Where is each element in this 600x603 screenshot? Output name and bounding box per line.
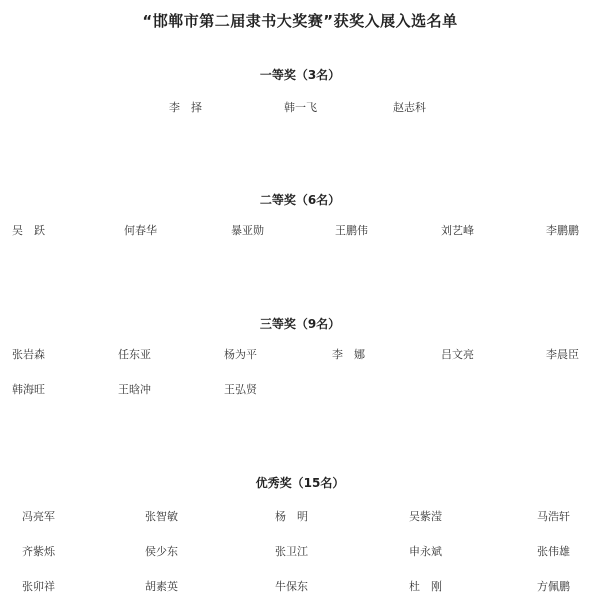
second-prize-heading: 二等奖（6名） [259,193,341,207]
excellent-prize-name: 张智敏 [145,510,178,523]
excellent-prize-name: 张卫江 [275,545,308,558]
excellent-prize-name: 张伟雄 [537,545,570,558]
first-prize-name: 赵志科 [393,101,426,114]
excellent-prize-name: 吴紫滢 [409,510,442,523]
second-prize-name: 何春华 [124,224,157,237]
page-title: “邯郸市第二届隶书大奖赛”获奖入展入选名单 [142,12,458,30]
excellent-prize-heading: 优秀奖（15名） [255,476,345,490]
excellent-prize-name: 方佩鹏 [537,580,570,593]
second-prize-name: 刘艺峰 [441,224,474,237]
third-prize-name: 任东亚 [118,348,151,361]
excellent-prize-name: 张卯祥 [22,580,55,593]
third-prize-name: 韩海旺 [12,383,45,396]
first-prize-name: 韩一飞 [284,101,317,114]
third-prize-name: 王晗冲 [118,383,151,396]
third-prize-heading: 三等奖（9名） [259,317,341,331]
excellent-prize-name: 冯亮军 [22,510,55,523]
excellent-prize-name: 申永斌 [409,545,442,558]
second-prize-name: 吴 跃 [12,224,45,237]
excellent-prize-name: 胡素英 [145,580,178,593]
excellent-prize-name: 侯少东 [145,545,178,558]
second-prize-name: 暴亚勋 [231,224,264,237]
third-prize-name: 李晨臣 [546,348,579,361]
second-prize-name: 李鹏鹏 [546,224,579,237]
excellent-prize-name: 马浩轩 [537,510,570,523]
third-prize-name: 王弘贤 [224,383,257,396]
excellent-prize-name: 杨 明 [275,510,308,523]
third-prize-name: 李 娜 [332,348,365,361]
excellent-prize-name: 齐紫烁 [22,545,55,558]
first-prize-name: 李 择 [169,101,202,114]
excellent-prize-name: 牛保东 [275,580,308,593]
first-prize-heading: 一等奖（3名） [259,68,341,82]
third-prize-name: 张岩森 [12,348,45,361]
excellent-prize-name: 杜 刚 [409,580,442,593]
second-prize-name: 王鹏伟 [335,224,368,237]
third-prize-name: 吕文亮 [441,348,474,361]
third-prize-name: 杨为平 [224,348,257,361]
